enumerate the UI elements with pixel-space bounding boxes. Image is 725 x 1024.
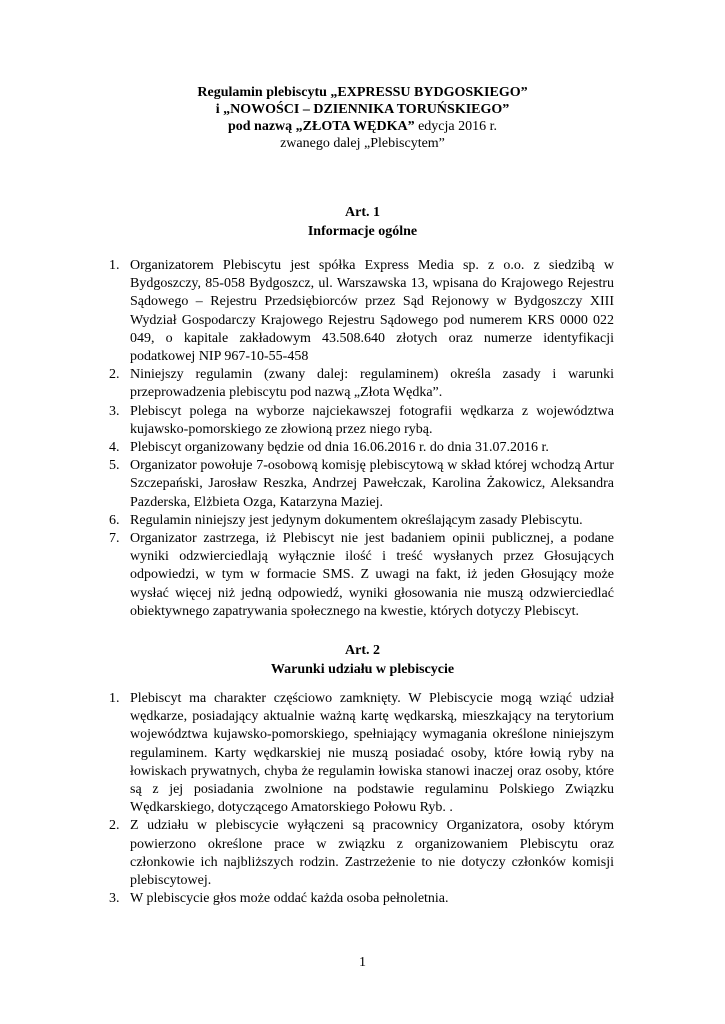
art1-list [110,257,614,621]
art2-number: Art. 2 [345,643,380,658]
art2-heading [0,641,725,679]
list-item: 4. Plebiscyt organizowany będzie od dnia 16.06.2016 r. do dnia 31.07.2016 r. [109,440,549,456]
list-item: 7. Organizator zastrzega, iż Plebiscyt nie jest badaniem opinii publicznej, a podane wyniki odzwierciedlają wyłącznie ilość i treść wysłanych przez Głosujących odpowiedzi, w tym w formacie SMS. Z uwagi na fakt, iż jeden Głosujący może wysłać więcej niż jedną odpowiedź, wyniki głosowania nie muszą odzwierciedlać obiektywnego zapatrywania społecznego na kwestie, których dotyczy Plebiscyt. [109,531,614,619]
art2-title: Warunki udziału w plebiscycie [270,662,455,677]
list-item: 5. Organizator powołuje 7-osobową komisję plebiscytową w skład której wchodzą Artur Szczepański, Jarosław Reszka, Andrzej Pawełczak, Karolina Żakowicz, Aleksandra Pazderska, Elżbieta Ozga, Katarzyna Maziej. [109,458,614,510]
title-line-1: Regulamin plebiscytu „EXPRESSU BYDGOSKIEGO” [197,85,528,100]
art2-list [110,690,614,908]
list-item: 2. Niniejszy regulamin (zwany dalej: regulaminem) określa zasady i warunki przeprowadzenia plebiscytu pod nazwą „Złota Wędka”. [109,367,614,401]
title-line-4: zwanego dalej „Plebiscytem” [280,136,445,151]
title-line-3-bold: pod nazwą „ZŁOTA WĘDKA” [227,119,415,134]
list-item: 2. Z udziału w plebiscycie wyłączeni są pracownicy Organizatora, osoby którym powierzono określone prace w związku z organizowaniem Plebiscytu oraz członkowie ich najbliższych rodzin. Zastrzeżenie to nie dotyczy członków komisji plebiscytowej. [109,818,614,889]
art1-number: Art. 1 [345,205,380,220]
list-item: 1. Organizatorem Plebiscytu jest spółka Express Media sp. z o.o. z siedzibą w Bydgoszczy, 85-058 Bydgoszcz, ul. Warszawska 13, wpisana do Krajowego Rejestru Sądowego – Rejestru Przedsiębiorców przez Sąd Rejonowy w Bydgoszczy XIII Wydział Gospodarczy Krajowego Rejestru Sądowego pod numerem KRS 0000 022 049, o kapitale zakładowym 43.508.640 złotych oraz numerze identyfikacji podatkowej NIP 967-10-55-458 [109,258,614,365]
list-item: 3. W plebiscycie głos może oddać każda osoba pełnoletnia. [109,891,449,907]
title-line-2: i „NOWOŚCI – DZIENNIKA TORUŃSKIEGO” [215,102,510,117]
art1-heading [0,203,725,241]
art1-title: Informacje ogólne [307,224,418,239]
document-header [0,84,725,152]
title-line-3-rest: edycja 2016 r. [414,119,497,134]
list-item: 6. Regulamin niniejszy jest jedynym dokumentem określającym zasady Plebiscytu. [109,512,583,528]
page-number: 1 [359,955,366,970]
list-item: 1. Plebiscyt ma charakter częściowo zamknięty. W Plebiscycie mogą wziąć udział wędkarze, posiadający aktualnie ważną kartę wędkarską, mieszkający na terytorium województwa kujawsko-pomorskiego, spełniający wymagania określone niniejszym regulaminem. Karty wędkarskiej nie muszą posiadać osoby, które łowią ryby na łowiskach prywatnych, chyba że regulamin łowiska stanowi inaczej oraz osoby, które są z jej posiadania zwolnione na podstawie regulaminu Polskiego Związku Wędkarskiego, dotyczącego Amatorskiego Połowu Ryb. . [109,691,614,816]
list-item: 3. Plebiscyt polega na wyborze najciekawszej fotografii wędkarza z województwa kujawsko-pomorskiego ze złowioną przez niego rybą. [109,403,614,437]
